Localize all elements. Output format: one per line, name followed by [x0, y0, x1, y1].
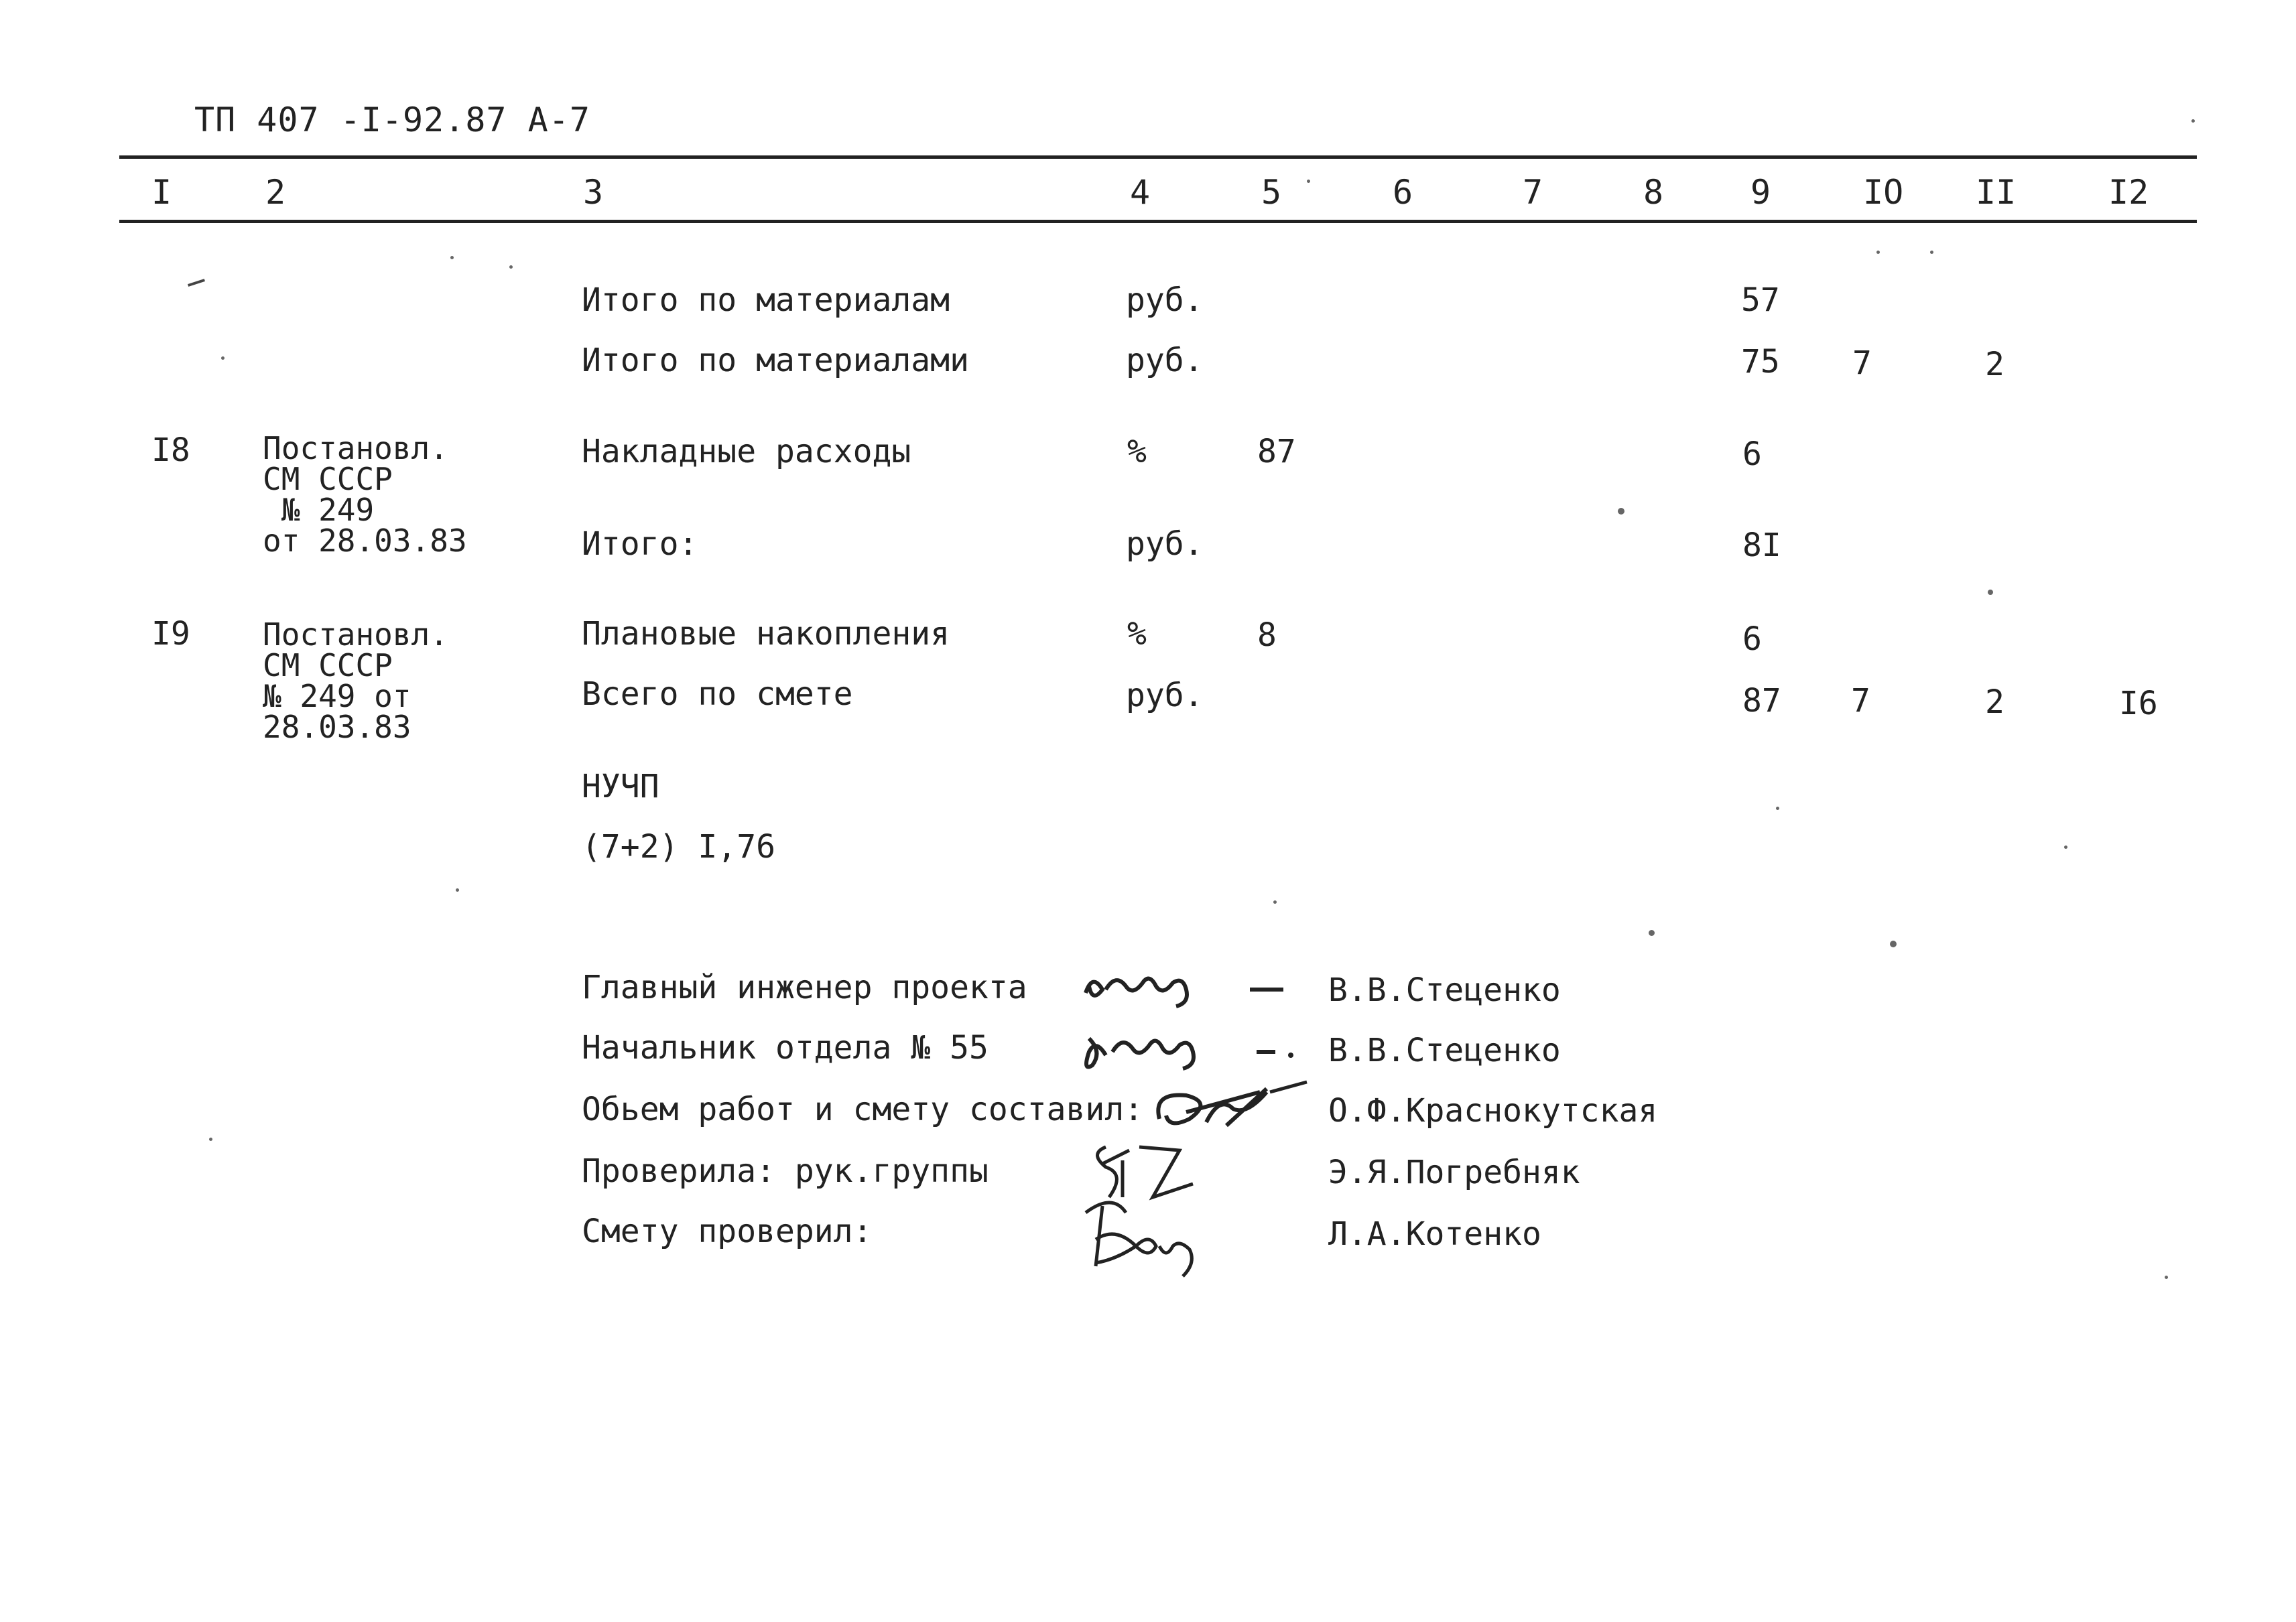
signatory-role: Обьем работ и смету составил:	[582, 1091, 1144, 1128]
row-label: Итого по материалами	[582, 342, 969, 379]
signatory-role: Главный инженер проекта	[582, 969, 1027, 1006]
signatory-name: О.Ф.Краснокутская	[1328, 1092, 1658, 1130]
cell-col-11: 2	[1985, 683, 2004, 721]
table-top-rule	[119, 155, 2197, 159]
row-unit: руб.	[1126, 677, 1204, 714]
signatory-name: Э.Я.Погребняк	[1328, 1154, 1580, 1191]
note-nuchp: НУЧП	[582, 768, 659, 805]
row-unit: %	[1127, 615, 1147, 653]
handwritten-signature	[1079, 1018, 1300, 1079]
cell-col-9: 87	[1742, 682, 1781, 720]
cell-col-10: 7	[1851, 682, 1870, 720]
row-unit: %	[1127, 433, 1147, 470]
row-label: Итого по материалам	[582, 281, 950, 319]
row-basis: Постановл. СМ СССР № 249 от 28.03.83	[263, 616, 448, 745]
document-code: ТП 407 -I-92.87 А-7	[194, 100, 590, 139]
cell-col-9: 6	[1742, 435, 1762, 473]
row-basis: Постановл. СМ СССР № 249 от 28.03.83	[263, 430, 467, 559]
row-label: Итого:	[582, 525, 698, 563]
column-number: 4	[1130, 173, 1151, 212]
cell-col-9: 8I	[1742, 527, 1781, 564]
column-number: 5	[1261, 173, 1282, 212]
row-unit: руб.	[1126, 525, 1204, 563]
column-number: 8	[1643, 173, 1664, 212]
cell-col-10: 7	[1852, 344, 1872, 382]
column-number: 2	[265, 173, 286, 212]
column-number: 9	[1750, 173, 1771, 212]
signatory-name: Л.А.Котенко	[1328, 1215, 1541, 1253]
column-number: I	[151, 173, 172, 212]
row-label: Накладные расходы	[582, 433, 911, 470]
handwritten-signature	[1146, 1079, 1314, 1139]
cell-col-11: 2	[1985, 346, 2004, 383]
signatory-role: Начальник отдела № 55	[582, 1029, 988, 1067]
column-number: IO	[1863, 173, 1904, 212]
column-number: 6	[1393, 173, 1413, 212]
column-number: 3	[583, 173, 604, 212]
column-number: II	[1976, 173, 2017, 212]
row-number: I8	[151, 431, 190, 469]
signatory-role: Проверила: рук.группы	[582, 1152, 988, 1190]
row-unit: руб.	[1126, 342, 1204, 379]
signatory-role: Смету проверил:	[582, 1213, 873, 1250]
signatory-name: В.В.Стеценко	[1328, 1032, 1561, 1069]
cell-col-9: 57	[1741, 281, 1780, 319]
column-number: 7	[1523, 173, 1543, 212]
row-label: Всего по смете	[582, 675, 853, 713]
note-formula: (7+2) I,76	[582, 828, 775, 866]
cell-col-5: 8	[1257, 616, 1277, 654]
signatory-name: В.В.Стеценко	[1328, 971, 1561, 1009]
row-label: Плановые накопления	[582, 615, 950, 653]
cell-col-5: 87	[1257, 433, 1296, 470]
row-number: I9	[151, 615, 190, 653]
handwritten-signature	[1072, 1193, 1206, 1286]
cell-col-9: 75	[1741, 343, 1780, 381]
row-unit: руб.	[1126, 281, 1204, 319]
handwritten-signature	[1079, 959, 1293, 1020]
column-number: I2	[2108, 173, 2149, 212]
table-header-rule	[119, 220, 2197, 223]
cell-col-9: 6	[1742, 620, 1762, 658]
cell-col-12: I6	[2119, 685, 2158, 722]
stray-mark	[188, 279, 205, 287]
